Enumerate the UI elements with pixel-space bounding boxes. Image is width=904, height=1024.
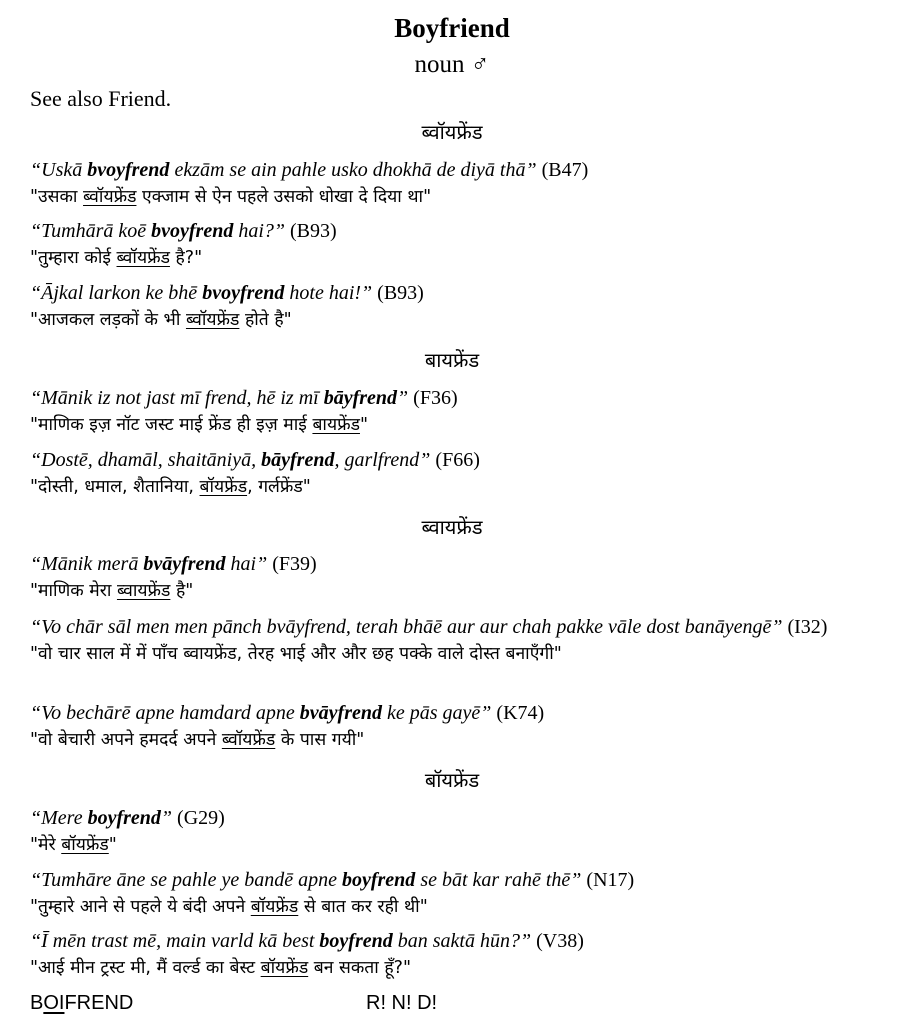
source-code: (G29) [177, 807, 225, 829]
devanagari-quote: "दोस्ती, धमाल, शैतानिया, बॉयफ्रेंड, गर्लफ्रेंड" [30, 477, 311, 497]
devanagari-quote: "उसका ब्वॉयफ्रेंड एक्जाम से ऐन पहले उसको धोखा दे दिया था" [30, 187, 432, 207]
devanagari-quote: "तुम्हारे आने से पहले ये बंदी अपने बॉयफ्रेंड से बात कर रही थी" [30, 897, 428, 917]
spelling-heading: ब्वॉयफ्रेंड [421, 120, 483, 144]
romanized-quote: “Uskā bvoyfrend ekzām se ain pahle usko dhokhā de diyā thā” (B47) [30, 159, 589, 181]
source-code: (F39) [272, 553, 317, 575]
example [30, 867, 896, 921]
devanagari-quote: "वो बेचारी अपने हमदर्द अपने ब्वॉयफ्रेंड के पास गयी" [30, 730, 365, 750]
example [30, 447, 896, 501]
romanized-quote: “Dostē, dhamāl, shaitāniyā, bāyfrend, garlfrend” (F66) [30, 449, 480, 471]
example [30, 805, 896, 859]
headword: Boyfriend [394, 13, 510, 43]
devanagari-quote: "मेरे बॉयफ्रेंड" [30, 835, 117, 855]
source-code: (B93) [377, 282, 424, 304]
example [30, 280, 896, 334]
romanized-quote: “Mere boyfrend” (G29) [30, 807, 225, 829]
source-code: (I32) [787, 616, 828, 638]
romanized-quote: “Mānik merā bvāyfrend hai” (F39) [30, 553, 317, 575]
source-code: (B93) [290, 220, 337, 242]
romanized-quote: “Mānik iz not jast mī frend, hē iz mī bāyfrend” (F36) [30, 387, 458, 409]
romanized-quote: “Vo bechārē apne hamdard apne bvāyfrend ke pās gayē” (K74) [30, 702, 545, 724]
example [30, 218, 896, 272]
source-code: (V38) [536, 930, 584, 952]
devanagari-quote: "वो चार साल में में पाँच ब्वायफ्रेंड, तेरह भाई और और छह पक्के वाले दोस्त बनाएँगी" [30, 644, 562, 664]
source-code: (B47) [541, 159, 589, 181]
example [30, 157, 896, 211]
source-code: (F66) [435, 449, 480, 471]
romanized-quote: “Ī mēn trast mē, main varld kā best boyfrend ban saktā hūn?” (V38) [30, 930, 584, 952]
source-code: (F36) [413, 387, 458, 409]
pronunciation-right: R! N! D! [366, 992, 438, 1014]
example [30, 551, 896, 605]
devanagari-quote: "माणिक इज़ नॉट जस्ट माई फ्रेंड ही इज़ माई बायफ्रेंड" [30, 415, 369, 435]
source-code: (N17) [586, 869, 635, 891]
romanized-quote: “Ājkal larkon ke bhē bvoyfrend hote hai!” (B93) [30, 282, 424, 304]
see-also-note: See also Friend. [30, 86, 172, 111]
example [30, 928, 896, 982]
devanagari-quote: "माणिक मेरा ब्वायफ्रेंड है" [30, 581, 194, 601]
devanagari-quote: "आजकल लड़कों के भी ब्वॉयफ्रेंड होते है" [30, 310, 292, 330]
romanized-quote: “Vo chār sāl men men pānch bvāyfrend, terah bhāē aur aur chah pakke vāle dost banāyengē” (I32) [30, 616, 828, 638]
romanized-quote: “Tumhāre āne se pahle ye bandē apne boyfrend se bāt kar rahē thē” (N17) [30, 869, 635, 891]
example [30, 385, 896, 439]
part-of-speech: noun ♂ [414, 51, 490, 78]
spelling-heading: बायफ्रेंड [424, 348, 480, 372]
source-code: (K74) [496, 702, 545, 724]
spelling-heading: बॉयफ्रेंड [424, 768, 480, 792]
example [30, 614, 896, 668]
spelling-heading: ब्वायफ्रेंड [421, 515, 483, 539]
devanagari-quote: "आई मीन ट्रस्ट मी, मैं वर्ल्ड का बेस्ट बॉयफ्रेंड बन सकता हूँ?" [30, 958, 411, 978]
romanized-quote: “Tumhārā koē bvoyfrend hai?” (B93) [30, 220, 337, 242]
pronunciation-left: BOIFREND [30, 992, 134, 1014]
example [30, 700, 896, 754]
devanagari-quote: "तुम्हारा कोई ब्वॉयफ्रेंड है?" [30, 248, 203, 268]
